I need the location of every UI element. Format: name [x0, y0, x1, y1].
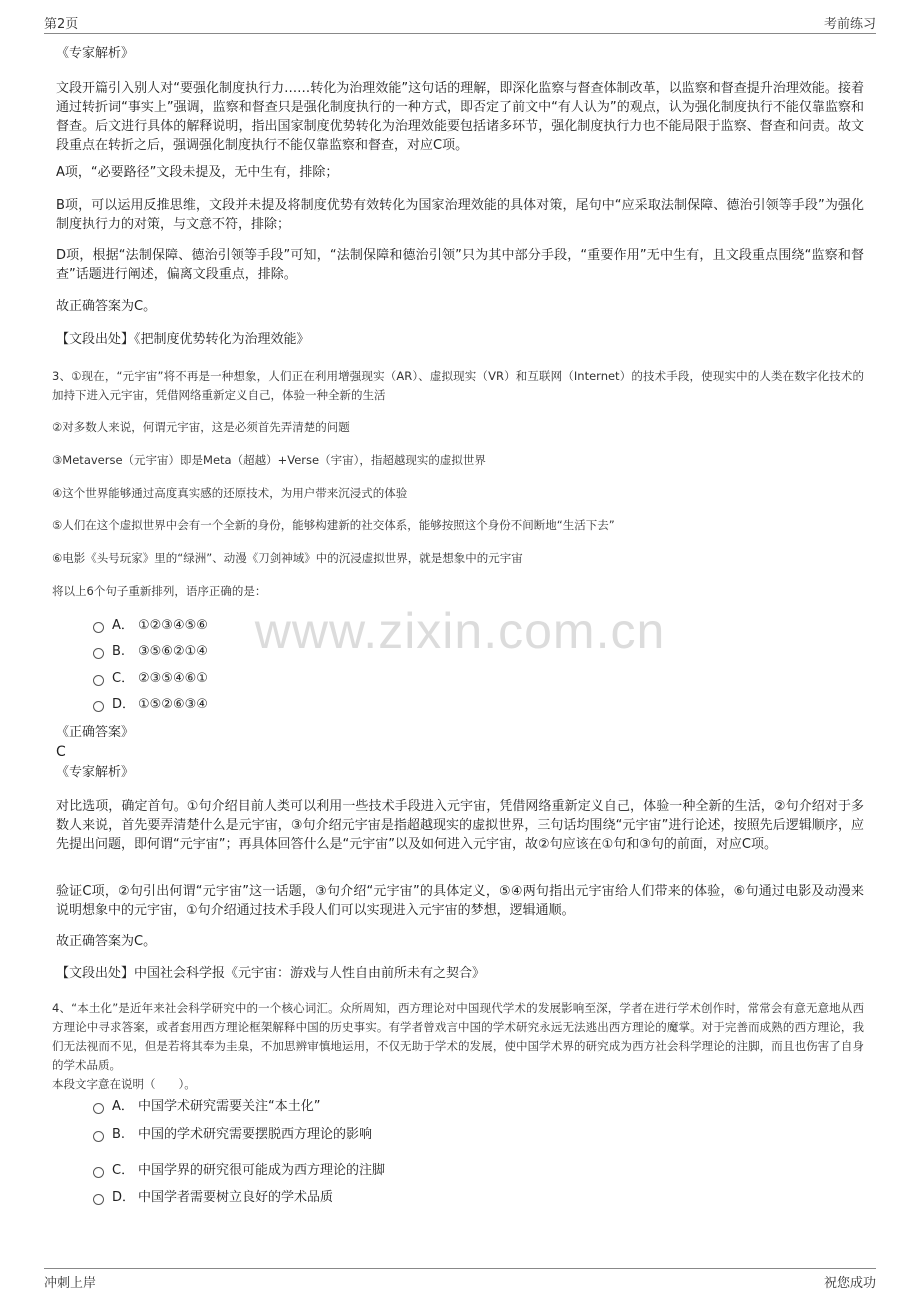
option-key: D． [112, 1190, 136, 1205]
q3-sentence-2: ②对多数人来说，何谓元宇宙，这是必须首先弄清楚的问题 [52, 420, 350, 434]
option-key: D． [112, 697, 136, 712]
q3-sentence-4: ④这个世界能够通过高度真实感的还原技术，为用户带来沉浸式的体验 [52, 486, 408, 500]
radio-icon[interactable] [93, 675, 104, 686]
radio-icon[interactable] [93, 1131, 104, 1142]
option-text: ①⑤②⑥③④ [138, 697, 208, 712]
q3-analysis-paragraph-2: 验证C项，②句引出何谓“元宇宙”这一话题，③句介绍“元宇宙”的具体定义，⑤④两句指出元宇宙给人们带来的体验，⑥句通过电影及动漫来说明想象中的元宇宙，①句介绍通过技术手段人们可以实现进入元宇宙的梦想，逻辑通顺。 [56, 884, 864, 918]
option-text: ③⑤⑥②①④ [138, 644, 208, 659]
q3-sentence-6: ⑥电影《头号玩家》里的“绿洲”、动漫《刀剑神域》中的沉浸虚拟世界，就是想象中的元宇宙 [52, 551, 523, 565]
q4-option-b[interactable] [93, 1127, 372, 1145]
option-key: C． [112, 671, 135, 686]
option-text: ②③⑤④⑥① [138, 671, 208, 686]
radio-icon[interactable] [93, 648, 104, 659]
q4-option-c[interactable] [93, 1163, 385, 1181]
q3-conclusion: 故正确答案为C。 [56, 934, 157, 949]
radio-icon[interactable] [93, 1167, 104, 1178]
q3-answer-label: 《正确答案》 [56, 725, 135, 740]
q2-analysis-paragraph-4: D项，根据“法制保障、德治引领等手段”可知，“法制保障和德治引领”只为其中部分手段，“重要作用”无中生有，且文段重点围绕“监察和督查”话题进行阐述，偏离文段重点，排除。 [56, 248, 864, 282]
q3-answer: C [56, 744, 66, 760]
q4-option-d[interactable] [93, 1190, 333, 1208]
footer-right: 祝您成功 [823, 1276, 876, 1291]
option-key: A． [112, 618, 134, 633]
q3-option-c[interactable] [93, 671, 208, 689]
q4-question: 本段文字意在说明（ ）。 [52, 1077, 196, 1091]
option-text: 中国学界的研究很可能成为西方理论的注脚 [138, 1163, 386, 1178]
option-key: C． [112, 1163, 135, 1178]
option-text: ①②③④⑤⑥ [138, 618, 208, 633]
q2-conclusion: 故正确答案为C。 [56, 299, 157, 314]
watermark: www.zixin.com.cn [254, 603, 666, 659]
q3-option-d[interactable] [93, 697, 208, 715]
radio-icon[interactable] [93, 1103, 104, 1114]
option-text: 中国的学术研究需要摆脱西方理论的影响 [138, 1127, 373, 1142]
q2-source: 【文段出处】《把制度优势转化为治理效能》 [56, 332, 310, 347]
q3-sentence-5: ⑤人们在这个虚拟世界中会有一个全新的身份，能够构建新的社交体系，能够按照这个身份不间断地“生活下去” [52, 518, 615, 532]
q3-option-a[interactable] [93, 618, 208, 636]
q3-stem: 3、①现在，“元宇宙”将不再是一种想象，人们正在利用增强现实（AR）、虚拟现实（VR）和互联网（Internet）的技术手段，使现实中的人类在数字化技术的加持下进入元宇宙，凭借网络重新定义自己，体验一种全新的生活 [52, 369, 864, 402]
q4-option-a[interactable] [93, 1099, 320, 1117]
option-key: B. [112, 1127, 126, 1142]
q2-analysis-paragraph-1: 文段开篇引入别人对“要强化制度执行力……转化为治理效能”这句话的理解，即深化监察与督查体制改革，以监察和督查提升治理效能。接着通过转折词“事实上”强调，监察和督查只是强化制度执行的一种方式，即否定了前文中“有人认为”的观点，认为强化制度执行不能仅靠监察和督查。后文进行具体的解释说明，指出国家制度优势转化为治理效能要包括诸多环节，强化制度执行力也不能局限于监察、督查和问责。故文段重点在转折之后，强调强化制度执行不能仅靠监察和督查，对应C项。 [56, 81, 864, 153]
radio-icon[interactable] [93, 622, 104, 633]
q2-analysis-paragraph-2: A项，“必要路径”文段未提及，无中生有，排除； [56, 165, 339, 180]
option-key: A． [112, 1099, 134, 1114]
radio-icon[interactable] [93, 701, 104, 712]
q2-analysis-label: 《专家解析》 [56, 46, 135, 61]
footer-divider [44, 1268, 876, 1269]
q3-question: 将以上6个句子重新排列，语序正确的是： [52, 584, 267, 598]
q3-sentence-3: ③Metaverse（元宇宙）即是Meta（超越）+Verse（宇宙），指超越现实的虚拟世界 [52, 453, 486, 467]
q3-source: 【文段出处】中国社会科学报《元宇宙：游戏与人性自由前所未有之契合》 [56, 966, 486, 981]
q3-analysis-label: 《专家解析》 [56, 765, 135, 780]
option-text: 中国学术研究需要关注“本土化” [138, 1099, 321, 1114]
radio-icon[interactable] [93, 1194, 104, 1205]
header-divider [44, 33, 876, 34]
page-number: 第2页 [44, 17, 79, 32]
q2-analysis-paragraph-3: B项，可以运用反推思维，文段并未提及将制度优势有效转化为国家治理效能的具体对策，尾句中“应采取法制保障、德治引领等手段”为强化制度执行力的对策，与文意不符，排除； [56, 198, 864, 232]
option-text: 中国学者需要树立良好的学术品质 [138, 1190, 334, 1205]
q4-stem: 4、“本土化”是近年来社会科学研究中的一个核心词汇。众所周知，西方理论对中国现代学术的发展影响至深，学者在进行学术创作时，常常会有意无意地从西方理论中寻求答案，或者套用西方理论框架解释中国的历史事实。有学者曾戏言中国的学术研究永远无法逃出西方理论的魔掌。对于完善而成熟的西方理论，我们无法视而不见，但是若将其奉为圭臬，不加思辨审慎地运用，不仅无助于学术的发展，使中国学术界的研究成为西方社会科学理论的注脚，而且也伤害了自身的学术品质。 [52, 1001, 864, 1072]
q3-option-b[interactable] [93, 644, 208, 662]
q3-analysis-paragraph-1: 对比选项，确定首句。①句介绍目前人类可以利用一些技术手段进入元宇宙，凭借网络重新定义自己，体验一种全新的生活，②句介绍对于多数人来说，首先要弄清楚什么是元宇宙，③句介绍元宇宙是指超越现实的虚拟世界，三句话均围绕“元宇宙”进行论述，按照先后逻辑顺序，应先提出问题，即何谓“元宇宙”；再具体回答什么是“元宇宙”以及如何进入元宇宙，故②句应该在①句和③句的前面，对应C项。 [56, 799, 864, 852]
header-title: 考前练习 [823, 17, 876, 32]
footer-left: 冲刺上岸 [44, 1276, 97, 1291]
option-key: B. [112, 644, 126, 659]
